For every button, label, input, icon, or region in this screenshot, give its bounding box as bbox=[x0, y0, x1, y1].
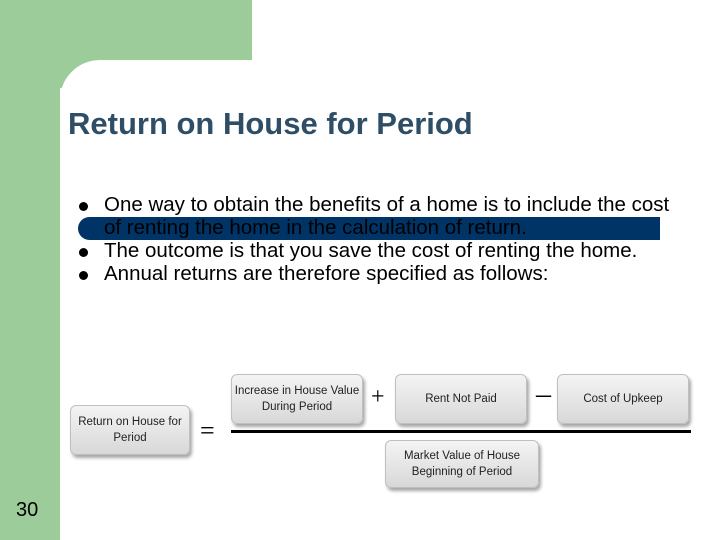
bullet-dot-icon bbox=[79, 248, 88, 257]
formula-denominator-label: Market Value of House Beginning of Period bbox=[403, 450, 521, 478]
minus-sign: – bbox=[536, 377, 551, 410]
bullet-text: Annual returns are therefore specified as follows: bbox=[104, 262, 549, 285]
formula-term2-label: Rent Not Paid bbox=[425, 393, 497, 405]
bullet-text: The outcome is that you save the cost of renting the home. bbox=[104, 239, 638, 262]
formula-denominator-box bbox=[385, 440, 539, 488]
bullet-item bbox=[78, 239, 678, 262]
formula-lhs-label: Return on House for Period bbox=[78, 416, 182, 444]
bullet-item bbox=[78, 193, 678, 239]
bullet-dot-icon bbox=[79, 202, 88, 211]
page-number: 30 bbox=[16, 499, 39, 521]
fraction-bar bbox=[231, 430, 691, 433]
bullet-item bbox=[78, 262, 678, 285]
formula-lhs-box bbox=[70, 405, 190, 455]
equals-sign: = bbox=[200, 416, 215, 445]
formula-term3-label: Cost of Upkeep bbox=[583, 393, 663, 405]
bullet-list bbox=[78, 193, 678, 285]
formula-term2-box bbox=[395, 374, 527, 424]
formula-term1-label: Increase in House Value During Period bbox=[234, 385, 360, 413]
formula-term1-box bbox=[231, 374, 363, 424]
plus-sign: + bbox=[371, 384, 385, 410]
green-left-decoration bbox=[0, 0, 60, 540]
formula-term3-box bbox=[557, 374, 689, 424]
bullet-text: One way to obtain the benefits of a home is to include the cost of renting the home in the calculation of return. bbox=[104, 193, 670, 239]
slide-title: Return on House for Period bbox=[68, 106, 473, 141]
bullet-dot-icon bbox=[79, 271, 88, 280]
